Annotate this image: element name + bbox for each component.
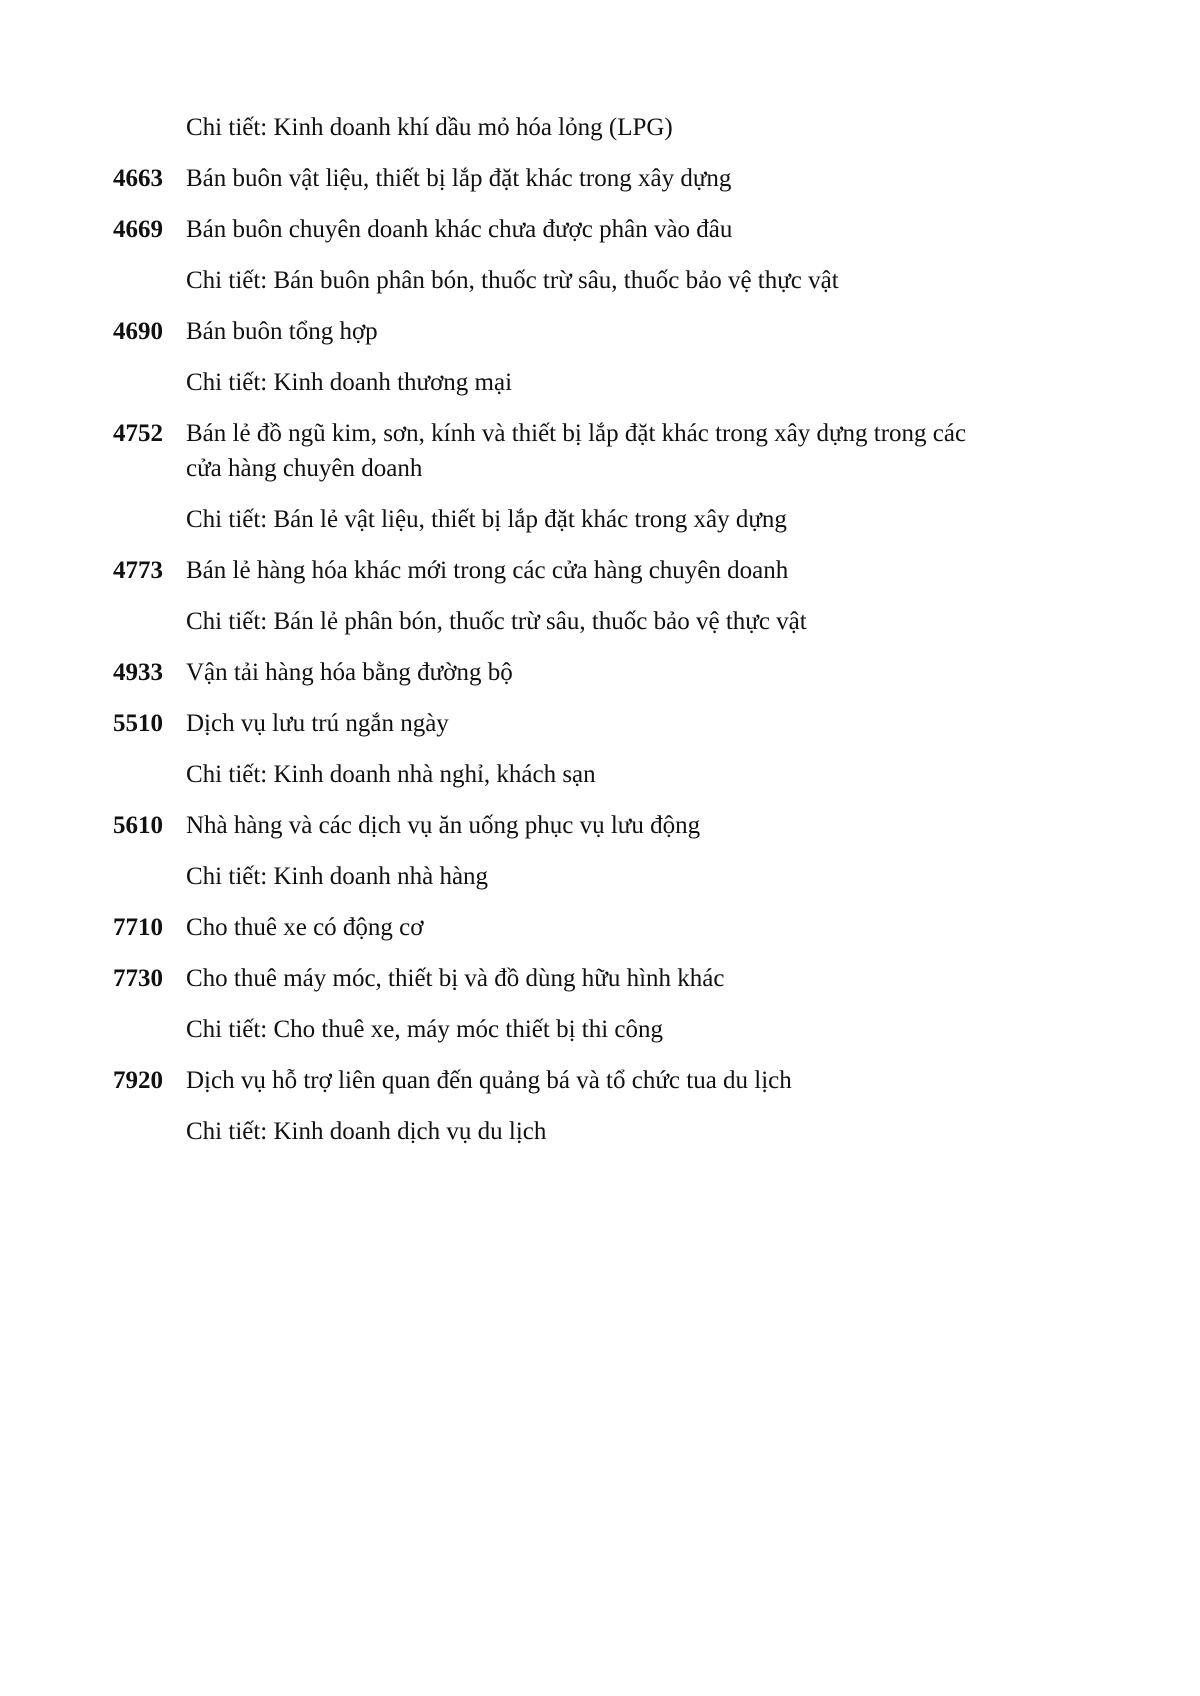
industry-description: Bán buôn chuyên doanh khác chưa được phân vào đâu bbox=[186, 216, 733, 243]
industry-code: 4690 bbox=[113, 318, 163, 345]
industry-code: 5610 bbox=[113, 812, 163, 839]
detail-line bbox=[113, 263, 1043, 298]
industry-description: Bán buôn vật liệu, thiết bị lắp đặt khác trong xây dựng bbox=[186, 165, 732, 192]
industry-code: 4773 bbox=[113, 557, 163, 584]
detail-line bbox=[113, 502, 1043, 537]
industry-code: 7710 bbox=[113, 914, 163, 941]
detail-line bbox=[113, 757, 1043, 792]
industry-code: 7730 bbox=[113, 965, 163, 992]
industry-description: Cho thuê máy móc, thiết bị và đồ dùng hữu hình khác bbox=[186, 965, 725, 992]
business-line-7730 bbox=[113, 961, 1043, 996]
detail-text: Chi tiết: Kinh doanh thương mại bbox=[186, 369, 513, 396]
detail-text: Chi tiết: Bán lẻ phân bón, thuốc trừ sâu, thuốc bảo vệ thực vật bbox=[186, 608, 807, 635]
business-line-4669 bbox=[113, 212, 1043, 247]
industry-code: 4752 bbox=[113, 420, 163, 447]
detail-text: Chi tiết: Kinh doanh khí dầu mỏ hóa lỏng (LPG) bbox=[186, 114, 673, 141]
industry-description: Dịch vụ hỗ trợ liên quan đến quảng bá và tổ chức tua du lịch bbox=[186, 1067, 792, 1094]
detail-line bbox=[113, 365, 1043, 400]
business-lines-list bbox=[113, 110, 1043, 1165]
business-line-7710 bbox=[113, 910, 1043, 945]
industry-code: 4933 bbox=[113, 659, 163, 686]
industry-description: Nhà hàng và các dịch vụ ăn uống phục vụ lưu động bbox=[186, 812, 701, 839]
detail-text: Chi tiết: Kinh doanh nhà nghỉ, khách sạn bbox=[186, 761, 596, 788]
industry-description: Cho thuê xe có động cơ bbox=[186, 914, 424, 941]
detail-text: Chi tiết: Bán buôn phân bón, thuốc trừ sâu, thuốc bảo vệ thực vật bbox=[186, 267, 839, 294]
business-line-5510 bbox=[113, 706, 1043, 741]
industry-description: Bán buôn tổng hợp bbox=[186, 318, 378, 345]
industry-description: Vận tải hàng hóa bằng đường bộ bbox=[186, 659, 513, 686]
detail-text: Chi tiết: Cho thuê xe, máy móc thiết bị thi công bbox=[186, 1016, 664, 1043]
detail-line bbox=[113, 604, 1043, 639]
detail-line bbox=[113, 110, 1043, 145]
detail-line bbox=[113, 859, 1043, 894]
business-line-4752 bbox=[113, 416, 1043, 486]
detail-line bbox=[113, 1012, 1043, 1047]
detail-text: Chi tiết: Bán lẻ vật liệu, thiết bị lắp đặt khác trong xây dựng bbox=[186, 506, 787, 533]
industry-code: 4669 bbox=[113, 216, 163, 243]
industry-description: Dịch vụ lưu trú ngắn ngày bbox=[186, 710, 449, 737]
business-line-4663 bbox=[113, 161, 1043, 196]
industry-code: 5510 bbox=[113, 710, 163, 737]
industry-description: Bán lẻ hàng hóa khác mới trong các cửa hàng chuyên doanh bbox=[186, 557, 789, 584]
industry-code: 4663 bbox=[113, 165, 163, 192]
business-line-4690 bbox=[113, 314, 1043, 349]
industry-description: Bán lẻ đồ ngũ kim, sơn, kính và thiết bị lắp đặt khác trong xây dựng trong các cửa hàng chuyên doanh bbox=[186, 420, 967, 482]
detail-line bbox=[113, 1114, 1043, 1149]
business-line-4933 bbox=[113, 655, 1043, 690]
detail-text: Chi tiết: Kinh doanh nhà hàng bbox=[186, 863, 489, 890]
detail-text: Chi tiết: Kinh doanh dịch vụ du lịch bbox=[186, 1118, 547, 1145]
business-line-7920 bbox=[113, 1063, 1043, 1098]
business-line-5610 bbox=[113, 808, 1043, 843]
industry-code: 7920 bbox=[113, 1067, 163, 1094]
business-line-4773 bbox=[113, 553, 1043, 588]
